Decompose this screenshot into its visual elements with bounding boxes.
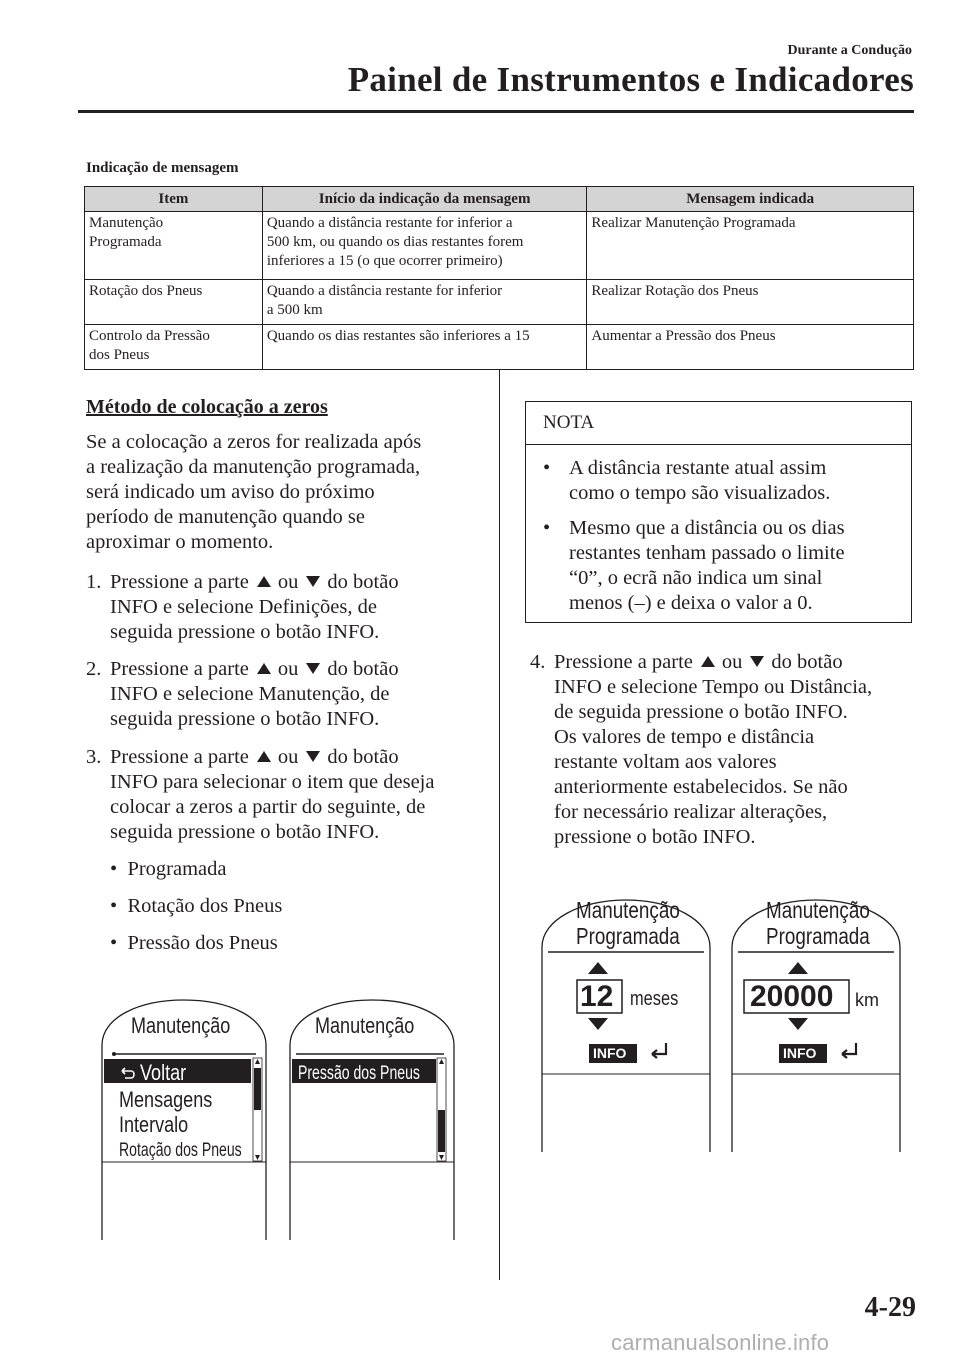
info-label: INFO	[593, 1045, 627, 1061]
page-title: Painel de Instrumentos e Indicadores	[347, 60, 914, 99]
message-table	[84, 186, 914, 370]
page-number: 4-29	[864, 1292, 916, 1323]
table-cell: Realizar Manutenção Programada	[587, 212, 914, 280]
list-item: • Pressão dos Pneus	[110, 932, 278, 954]
table-cell: Rotação dos Pneus	[85, 280, 263, 325]
header-rule	[78, 110, 914, 113]
note-box: NOTA • A distância restante atual assim como o tempo são visualizados. • Mesmo que a distância ou os dias restantes tenham passado o limite “0”, o ecrã não indica um sinal menos (–) e deixa o valor a 0.	[525, 401, 912, 623]
down-arrow-icon	[306, 751, 320, 762]
table-cell: Aumentar a Pressão dos Pneus	[587, 325, 914, 370]
menu-item: Mensagens	[119, 1087, 213, 1112]
step-1: 1. Pressione a parte ou do botão INFO e selecione Definições, de seguida pressione o botão INFO.	[86, 571, 399, 643]
screen-title: Manutenção	[576, 897, 680, 923]
table-row	[85, 212, 914, 280]
menu-item: Rotação dos Pneus	[119, 1140, 242, 1161]
enter-icon	[842, 1043, 856, 1058]
step-2: 2. Pressione a parte ou do botão INFO e selecione Manutenção, de seguida pressione o botão INFO.	[86, 658, 399, 730]
table-cell: Quando os dias restantes são inferiores a 15	[262, 325, 587, 370]
list-item: • Programada	[110, 858, 227, 880]
menu-item-selected: Pressão dos Pneus	[298, 1063, 420, 1084]
screen-title: Manutenção	[766, 897, 870, 923]
months-value: 12	[580, 980, 614, 1013]
column-divider	[499, 370, 500, 1280]
step-4: 4. Pressione a parte ou do botão INFO e selecione Tempo ou Distância, de seguida pressione o botão INFO. Os valores de tempo e distância restante voltam aos valores anteriormente estabelecidos. Se não for necessário realizar alterações, pressione o botão INFO.	[530, 651, 873, 848]
enter-icon	[652, 1043, 666, 1058]
months-unit: meses	[630, 988, 679, 1010]
up-arrow-icon	[257, 663, 271, 674]
table-header: Início da indicação da mensagem	[262, 187, 587, 212]
table-cell: Quando a distância restante for inferior a 500 km	[262, 280, 587, 325]
table-cell: Manutenção Programada	[85, 212, 263, 280]
list-item: • Rotação dos Pneus	[110, 895, 283, 917]
info-label: INFO	[783, 1045, 817, 1061]
menu-item: Intervalo	[119, 1112, 189, 1137]
section-title: Durante a Condução	[787, 43, 912, 58]
menu-item-selected: Voltar	[140, 1060, 187, 1085]
table-cell: Controlo da Pressão dos Pneus	[85, 325, 263, 370]
watermark: carmanualsonline.info	[611, 1330, 830, 1355]
screen-title: Programada	[766, 923, 870, 949]
down-arrow-icon	[750, 656, 764, 667]
up-arrow-icon	[701, 656, 715, 667]
up-arrow-icon	[257, 576, 271, 587]
table-row	[85, 325, 914, 370]
screen-title: Manutenção	[131, 1013, 231, 1038]
table-header: Item	[85, 187, 263, 212]
km-unit: km	[855, 990, 879, 1010]
screen-title: Programada	[576, 923, 680, 949]
km-value: 20000	[750, 980, 834, 1013]
down-arrow-icon	[306, 576, 320, 587]
table-caption: Indicação de mensagem	[86, 160, 239, 176]
table-header: Mensagem indicada	[587, 187, 914, 212]
step-3: 3. Pressione a parte ou do botão INFO para selecionar o item que deseja colocar a zeros a partir do seguinte, de seguida pressione o botão INFO.	[86, 746, 435, 843]
intro-paragraph: Se a colocação a zeros for realizada após a realização da manutenção programada, será indicado um aviso do próximo período de manutenção quando se aproximar o momento.	[86, 431, 422, 553]
table-header-row	[85, 187, 914, 212]
screen-title: Manutenção	[315, 1013, 415, 1038]
table-cell: Quando a distância restante for inferior a 500 km, ou quando os dias restantes forem inferiores a 15 (o que ocorrer primeiro)	[262, 212, 587, 280]
section-heading: Método de colocação a zeros	[86, 396, 328, 418]
up-arrow-icon	[257, 751, 271, 762]
down-arrow-icon	[306, 663, 320, 674]
table-cell: Realizar Rotação dos Pneus	[587, 280, 914, 325]
table-row	[85, 280, 914, 325]
note-title: NOTA	[543, 412, 595, 433]
